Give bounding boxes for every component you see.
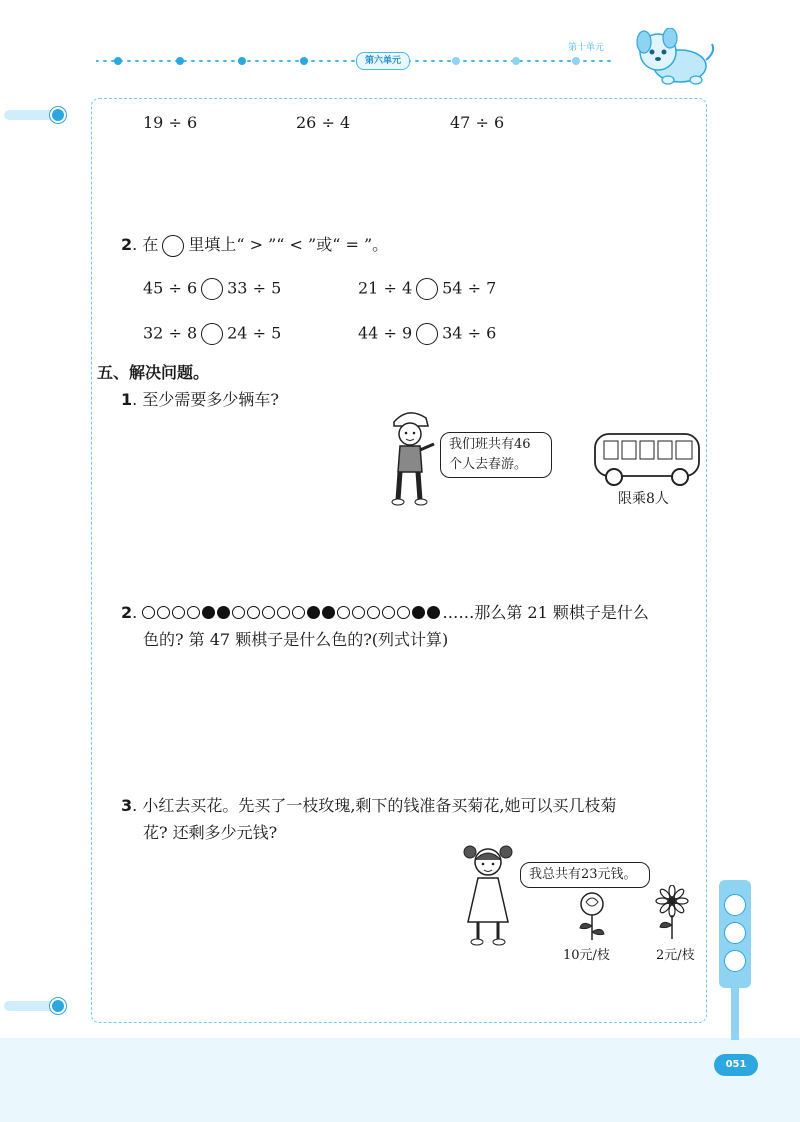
problem-1: [121, 387, 279, 410]
light-top: [724, 894, 746, 916]
white-bead-icon: [382, 606, 395, 619]
unit-badge: 第六单元: [356, 52, 410, 70]
light-bottom: [724, 950, 746, 972]
speech-bubble-girl: 我总共有23元钱。: [520, 862, 650, 888]
white-bead-icon: [397, 606, 410, 619]
compare-item-4: [358, 323, 496, 345]
compare-item-1: [143, 278, 281, 300]
white-bead-icon: [157, 606, 170, 619]
white-bead-icon: [247, 606, 260, 619]
rose-icon: [572, 890, 612, 942]
p2-number: 2: [121, 603, 133, 622]
chrysanthemum-price: 2元/枝: [656, 948, 695, 963]
q2-instruction: [121, 232, 388, 257]
black-bead-icon: [202, 606, 215, 619]
white-bead-icon: [367, 606, 380, 619]
white-bead-icon: [352, 606, 365, 619]
traffic-light-pole: [731, 988, 739, 1040]
traffic-light-icon: [719, 880, 751, 988]
section-title: 五、解决问题。: [97, 363, 210, 382]
compare-left: 44 ÷ 9: [358, 323, 413, 343]
compare-item-2: [358, 278, 496, 300]
white-bead-icon: [142, 606, 155, 619]
p1-text: . 至少需要多少辆车?: [132, 390, 279, 409]
footer-band: [0, 1038, 800, 1122]
expr-top-2: 26 ÷ 4: [296, 113, 351, 132]
problem-3-line-1: [121, 793, 617, 816]
p3-line1: . 小红去买花。先买了一枝玫瑰,剩下的钱准备买菊花,她可以买几枝菊: [132, 796, 617, 815]
compare-circle[interactable]: [416, 323, 438, 345]
p1-number: 1: [121, 390, 133, 409]
black-bead-icon: [412, 606, 425, 619]
bus-icon: [592, 431, 704, 489]
black-bead-icon: [217, 606, 230, 619]
compare-circle-sample: [162, 235, 184, 257]
page-number: 051: [714, 1054, 758, 1076]
chrysanthemum-icon: [652, 885, 692, 941]
compare-right: 34 ÷ 6: [442, 323, 497, 343]
side-knob-bottom: [50, 998, 66, 1014]
white-bead-icon: [172, 606, 185, 619]
p2-line1-tail: ……那么第 21 颗棋子是什么: [442, 603, 649, 622]
expr-top-3: 47 ÷ 6: [450, 113, 505, 132]
bubble-line-2: 个人去春游。: [449, 457, 528, 472]
problem-2-line-1: 2. ……那么第 21 颗棋子是什么: [121, 603, 649, 622]
compare-right: 33 ÷ 5: [227, 278, 282, 298]
compare-circle[interactable]: [416, 278, 438, 300]
q2-number: 2: [121, 235, 133, 254]
black-bead-icon: [322, 606, 335, 619]
compare-right: 54 ÷ 7: [442, 278, 497, 298]
dog-mascot-icon: [628, 28, 716, 90]
white-bead-icon: [232, 606, 245, 619]
side-knob-top: [50, 107, 66, 123]
q2-text-post: 里填上“ > ”“ < ”或“ = ”。: [188, 235, 389, 254]
white-bead-icon: [292, 606, 305, 619]
compare-left: 45 ÷ 6: [143, 278, 198, 298]
white-bead-icon: [187, 606, 200, 619]
expr-top-1: 19 ÷ 6: [143, 113, 198, 132]
bubble-line-1: 我们班共有46: [449, 437, 531, 452]
speech-bubble-boy: [440, 432, 552, 478]
unit-right-label: 第十单元: [568, 43, 605, 53]
light-middle: [724, 922, 746, 944]
boy-illustration: [388, 408, 438, 508]
black-bead-icon: [427, 606, 440, 619]
compare-left: 32 ÷ 8: [143, 323, 198, 343]
problem-3-line-2: 花? 还剩多少元钱?: [143, 823, 278, 842]
bus-caption: 限乘8人: [618, 491, 669, 507]
black-bead-icon: [307, 606, 320, 619]
rose-price: 10元/枝: [563, 948, 610, 963]
white-bead-icon: [262, 606, 275, 619]
bead-sequence: [142, 603, 442, 622]
compare-right: 24 ÷ 5: [227, 323, 282, 343]
compare-circle[interactable]: [201, 278, 223, 300]
compare-left: 21 ÷ 4: [358, 278, 413, 298]
q2-text-pre: . 在: [132, 235, 159, 254]
compare-circle[interactable]: [201, 323, 223, 345]
girl-illustration: [462, 842, 516, 950]
p3-number: 3: [121, 796, 133, 815]
compare-item-3: [143, 323, 281, 345]
white-bead-icon: [337, 606, 350, 619]
problem-2-line-2: 色的? 第 47 颗棋子是什么色的?(列式计算): [143, 630, 449, 649]
white-bead-icon: [277, 606, 290, 619]
